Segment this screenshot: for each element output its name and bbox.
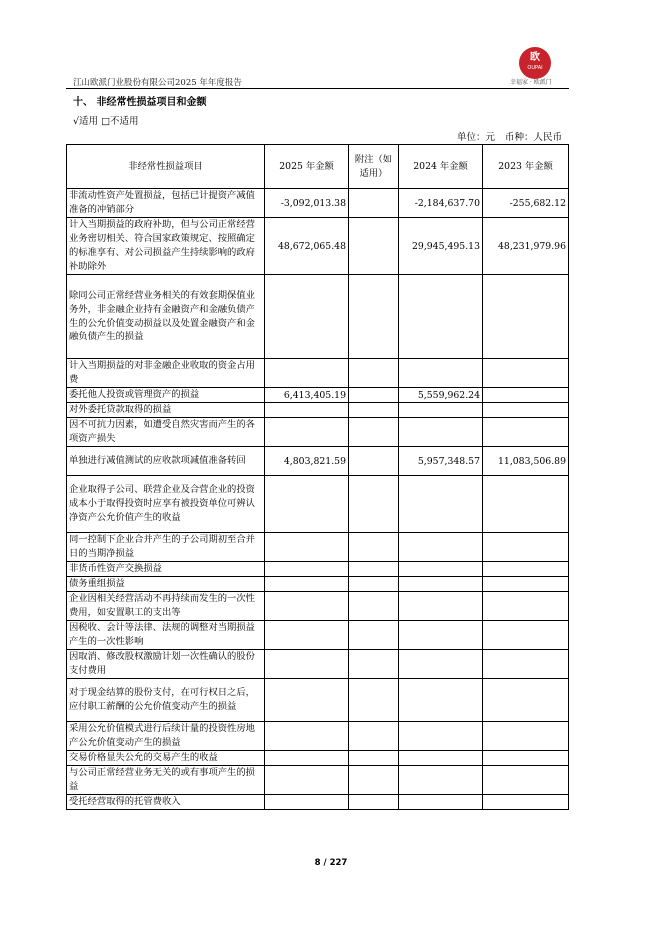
row-note <box>349 189 399 218</box>
row-value-2024: 5,957,348.57 <box>399 447 483 476</box>
row-note <box>349 562 399 577</box>
row-value-2025 <box>265 533 349 562</box>
header-item: 非经常性损益项目 <box>67 145 265 189</box>
row-item-name: 非货币性资产交换损益 <box>67 562 265 577</box>
row-note <box>349 751 399 766</box>
row-item-name: 同一控制下企业合并产生的子公司期初至合并日的当期净损益 <box>67 533 265 562</box>
row-item-name: 因税收、会计等法律、法规的调整对当期损益产生的一次性影响 <box>67 621 265 650</box>
table-row <box>67 218 569 275</box>
row-value-2023: 11,083,506.89 <box>483 447 569 476</box>
applicability-checkbox-text: √适用 □不适用 <box>73 116 139 127</box>
table-row <box>67 577 569 592</box>
company-slogan: 幸福家 · 欧派门 <box>510 79 552 86</box>
header-2025: 2025 年金额 <box>265 145 349 189</box>
table-row <box>67 359 569 388</box>
row-value-2023: -255,682.12 <box>483 189 569 218</box>
row-value-2024 <box>399 751 483 766</box>
row-item-name: 计入当期损益的政府补助，但与公司正常经营业务密切相关、符合国家政策规定、按照确定的标准享有、对公司损益产生持续影响的政府补助除外 <box>67 218 265 275</box>
row-value-2023 <box>483 359 569 388</box>
row-note <box>349 403 399 418</box>
row-note <box>349 359 399 388</box>
row-value-2025 <box>265 722 349 751</box>
row-value-2024 <box>399 650 483 679</box>
row-value-2025: 48,672,065.48 <box>265 218 349 275</box>
table-row <box>67 722 569 751</box>
non-recurring-gains-table <box>66 144 569 810</box>
row-value-2025 <box>265 476 349 533</box>
row-item-name: 除同公司正常经营业务相关的有效套期保值业务外，非金融企业持有金融资产和金融负债产生的公允价值变动损益以及处置金融资产和金融负债产生的损益 <box>67 275 265 359</box>
table-row <box>67 621 569 650</box>
row-item-name: 债务重组损益 <box>67 577 265 592</box>
row-value-2025 <box>265 751 349 766</box>
table-row <box>67 751 569 766</box>
row-value-2023 <box>483 562 569 577</box>
row-note <box>349 388 399 403</box>
currency-label: 币种：人民币 <box>504 132 562 143</box>
table-row <box>67 388 569 403</box>
row-value-2024 <box>399 562 483 577</box>
row-value-2023 <box>483 476 569 533</box>
row-value-2024 <box>399 722 483 751</box>
row-note <box>349 795 399 810</box>
row-value-2024 <box>399 592 483 621</box>
section-title: 十、 非经常性损益项目和金额 <box>73 97 207 108</box>
row-value-2025 <box>265 592 349 621</box>
row-item-name: 单独进行减值测试的应收款项减值准备转回 <box>67 447 265 476</box>
row-value-2023 <box>483 403 569 418</box>
table-row <box>67 189 569 218</box>
row-value-2024: -2,184,637.70 <box>399 189 483 218</box>
row-value-2023 <box>483 795 569 810</box>
row-note <box>349 592 399 621</box>
row-item-name: 与公司正常经营业务无关的或有事项产生的损益 <box>67 766 265 795</box>
table-row <box>67 795 569 810</box>
row-value-2024 <box>399 795 483 810</box>
row-value-2025 <box>265 766 349 795</box>
logo-text-bottom: OUPAI <box>527 65 543 71</box>
unit-label: 单位：元 <box>456 132 495 143</box>
table-row <box>67 476 569 533</box>
row-value-2025 <box>265 795 349 810</box>
row-value-2025 <box>265 562 349 577</box>
row-value-2025 <box>265 275 349 359</box>
row-value-2023 <box>483 275 569 359</box>
row-item-name: 对于现金结算的股份支付，在可行权日之后，应付职工薪酬的公允价值变动产生的损益 <box>67 679 265 722</box>
row-value-2025 <box>265 621 349 650</box>
row-note <box>349 577 399 592</box>
row-item-name: 非流动性资产处置损益，包括已计提资产减值准备的冲销部分 <box>67 189 265 218</box>
row-note <box>349 621 399 650</box>
row-value-2023 <box>483 650 569 679</box>
header-divider <box>66 88 569 89</box>
row-value-2023 <box>483 722 569 751</box>
row-value-2023: 48,231,979.96 <box>483 218 569 275</box>
row-value-2025 <box>265 577 349 592</box>
row-value-2024: 29,945,495.13 <box>399 218 483 275</box>
row-value-2023 <box>483 621 569 650</box>
table-row <box>67 766 569 795</box>
row-value-2024 <box>399 359 483 388</box>
report-header-title: 江山欧派门业股份有限公司2025 年年度报告 <box>73 78 242 88</box>
table-row <box>67 562 569 577</box>
row-item-name: 计入当期损益的对非金融企业收取的资金占用费 <box>67 359 265 388</box>
table-row <box>67 679 569 722</box>
company-logo <box>519 47 551 79</box>
row-value-2024 <box>399 577 483 592</box>
row-value-2024 <box>399 418 483 447</box>
row-value-2025 <box>265 359 349 388</box>
row-item-name: 企业取得子公司、联营企业及合营企业的投资成本小于取得投资时应享有被投资单位可辨认净资产公允价值产生的收益 <box>67 476 265 533</box>
table-row <box>67 403 569 418</box>
row-value-2023 <box>483 388 569 403</box>
row-value-2023 <box>483 533 569 562</box>
row-value-2023 <box>483 592 569 621</box>
table-row <box>67 592 569 621</box>
row-value-2023 <box>483 751 569 766</box>
row-value-2024 <box>399 679 483 722</box>
row-item-name: 企业因相关经营活动不再持续而发生的一次性费用，如安置职工的支出等 <box>67 592 265 621</box>
row-item-name: 交易价格显失公允的交易产生的收益 <box>67 751 265 766</box>
row-note <box>349 722 399 751</box>
row-note <box>349 533 399 562</box>
row-value-2023 <box>483 418 569 447</box>
row-item-name: 因取消、修改股权激励计划一次性确认的股份支付费用 <box>67 650 265 679</box>
table-row <box>67 533 569 562</box>
row-value-2023 <box>483 766 569 795</box>
header-2023: 2023 年金额 <box>483 145 569 189</box>
table-header-row <box>67 145 569 189</box>
row-note <box>349 766 399 795</box>
row-value-2025: -3,092,013.38 <box>265 189 349 218</box>
row-note <box>349 650 399 679</box>
row-value-2024 <box>399 403 483 418</box>
table-row <box>67 418 569 447</box>
row-value-2024 <box>399 766 483 795</box>
row-value-2024 <box>399 275 483 359</box>
row-value-2023 <box>483 577 569 592</box>
row-value-2024 <box>399 476 483 533</box>
row-value-2025 <box>265 650 349 679</box>
row-value-2025: 6,413,405.19 <box>265 388 349 403</box>
row-item-name: 委托他人投资或管理资产的损益 <box>67 388 265 403</box>
header-note: 附注（如适用） <box>349 145 399 189</box>
row-item-name: 采用公允价值模式进行后续计量的投资性房地产公允价值变动产生的损益 <box>67 722 265 751</box>
unit-currency-line <box>457 129 562 143</box>
row-value-2024 <box>399 621 483 650</box>
row-item-name: 受托经营取得的托管费收入 <box>67 795 265 810</box>
table-row <box>67 275 569 359</box>
row-item-name: 因不可抗力因素，如遭受自然灾害而产生的各项资产损失 <box>67 418 265 447</box>
row-value-2025: 4,803,821.59 <box>265 447 349 476</box>
row-note <box>349 275 399 359</box>
row-note <box>349 218 399 275</box>
row-value-2025 <box>265 418 349 447</box>
row-value-2025 <box>265 679 349 722</box>
row-value-2024 <box>399 533 483 562</box>
table-row <box>67 447 569 476</box>
page-number: 8 / 227 <box>314 858 348 868</box>
row-value-2023 <box>483 679 569 722</box>
row-value-2025 <box>265 403 349 418</box>
row-note <box>349 447 399 476</box>
logo-text-top: 欧 <box>530 52 540 63</box>
table-row <box>67 650 569 679</box>
header-2024: 2024 年金额 <box>399 145 483 189</box>
row-value-2024: 5,559,962.24 <box>399 388 483 403</box>
row-note <box>349 679 399 722</box>
row-note <box>349 418 399 447</box>
row-item-name: 对外委托贷款取得的损益 <box>67 403 265 418</box>
row-note <box>349 476 399 533</box>
